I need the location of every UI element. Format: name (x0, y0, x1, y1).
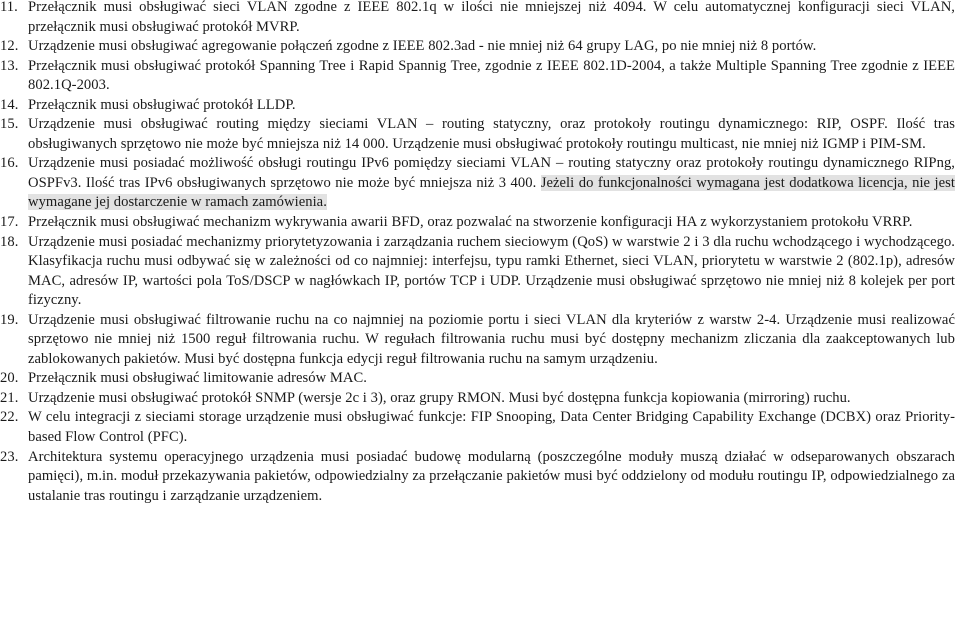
requirement-number: 21. (0, 389, 19, 406)
highlighted-text: Jeżeli do funkcjonalności wymagana jest dodatkowa licencja, nie jest wymagane jej dostarczenie w ramach zamówienia. (28, 174, 955, 211)
requirement-text: Urządzenie musi obsługiwać routing między sieciami VLAN – routing statyczny, oraz protokoły routingu dynamicznego: RIP, OSPF. Ilość tras obsługiwanych sprzętowo nie może być mniejsza niż 14 000. Urządzenie musi obsługiwać protokoły routingu multicast, nie mniej niż IGMP i PIM-SM. (28, 116, 955, 152)
requirement-number: 18. (0, 233, 19, 250)
requirement-item (0, 311, 955, 370)
requirement-item (0, 0, 955, 37)
requirement-item (0, 213, 955, 233)
requirement-text: Urządzenie musi posiadać możliwość obsługi routingu IPv6 pomiędzy sieciami VLAN – routing statyczny oraz protokoły routingu dynamicznego RIPng, OSPFv3. Ilość tras IPv6 obsługiwanych sprzętowo nie może być mniejsza niż 3 400. (28, 155, 955, 191)
requirement-item (0, 37, 955, 57)
requirement-item (0, 369, 955, 389)
requirement-item (0, 389, 955, 409)
requirement-text: Urządzenie musi obsługiwać protokół SNMP (wersje 2c i 3), oraz grupy RMON. Musi być dostępna funkcja kopiowania (mirroring) ruchu. (28, 389, 851, 406)
requirement-text: Urządzenie musi obsługiwać filtrowanie ruchu na co najmniej na poziomie portu i sieci VLAN dla kryteriów z warstw 2-4. Urządzenie musi realizować sprzętowo nie mniej niż 1500 reguł filtrowania ruchu. W regułach filtrowania ruchu musi być dostępny mechanizm zliczania dla zaakceptowanych lub zablokowanych pakietów. Musi być dostępna funkcja edycji reguł filtrowania ruchu na samym urządzeniu. (28, 311, 955, 367)
requirement-text: Urządzenie musi obsługiwać agregowanie połączeń zgodne z IEEE 802.3ad - nie mniej niż 64 grupy LAG, po nie mniej niż 8 portów. (28, 38, 817, 55)
requirement-number: 17. (0, 214, 19, 231)
requirement-item (0, 96, 955, 116)
requirement-item (0, 408, 955, 447)
requirement-item (0, 115, 955, 154)
requirement-item (0, 57, 955, 96)
requirement-number: 22. (0, 409, 19, 426)
requirement-text: Urządzenie musi posiadać mechanizmy priorytetyzowania i zarządzania ruchem sieciowym (QoS) w warstwie 2 i 3 dla ruchu wchodzącego i wychodzącego. Klasyfikacja ruchu musi odbywać się w zależności od co najmniej: interfejsu, typu ramki Ethernet, sieci VLAN, priorytetu w warstwie 2 (802.1p), adresów MAC, adresów IP, wartości pola ToS/DSCP w nagłówkach IP, portów TCP i UDP. Urządzenie musi obsługiwać sprzętowo nie mniej niż 8 kolejek per port fizyczny. (28, 233, 955, 309)
requirement-number: 12. (0, 38, 19, 55)
requirement-item (0, 448, 955, 507)
requirement-text: Architektura systemu operacyjnego urządzenia musi posiadać budowę modularną (poszczególne moduły muszą działać w odseparowanych obszarach pamięci), m.in. moduł przekazywania pakietów, odpowiedzialny za przełączanie pakietów musi być oddzielony od modułu routingu IP, odpowiedzialnego za ustalanie tras routingu i zarządzanie urządzeniem. (28, 448, 955, 504)
requirement-number: 23. (0, 448, 19, 465)
requirement-number: 20. (0, 370, 19, 387)
requirement-text: Przełącznik musi obsługiwać protokół LLDP. (28, 96, 296, 113)
requirement-text: Przełącznik musi obsługiwać protokół Spanning Tree i Rapid Spannig Tree, zgodnie z IEEE 802.1D-2004, a także Multiple Spanning Tree zgodnie z IEEE 802.1Q-2003. (28, 57, 955, 94)
requirement-number: 16. (0, 155, 19, 172)
requirement-item (0, 154, 955, 213)
requirement-number: 13. (0, 57, 19, 74)
requirement-text: Przełącznik musi obsługiwać limitowanie adresów MAC. (28, 370, 367, 387)
requirement-number: 14. (0, 96, 19, 113)
requirement-text: Przełącznik musi obsługiwać sieci VLAN zgodne z IEEE 802.1q w ilości nie mniejszej niż 4094. W celu automatycznej konfiguracji sieci VLAN, przełącznik musi obsługiwać protokół MVRP. (28, 0, 955, 35)
requirement-number: 11. (0, 0, 18, 15)
requirement-text: W celu integracji z sieciami storage urządzenie musi obsługiwać funkcje: FIP Snooping, Data Center Bridging Capability Exchange (DCBX) oraz Priority-based Flow Control (PFC). (28, 409, 955, 446)
requirement-item (0, 233, 955, 311)
requirement-text: Przełącznik musi obsługiwać mechanizm wykrywania awarii BFD, oraz pozwalać na stworzenie konfiguracji HA z wykorzystaniem protokołu VRRP. (28, 214, 913, 231)
requirement-number: 15. (0, 116, 19, 133)
requirement-number: 19. (0, 311, 19, 328)
